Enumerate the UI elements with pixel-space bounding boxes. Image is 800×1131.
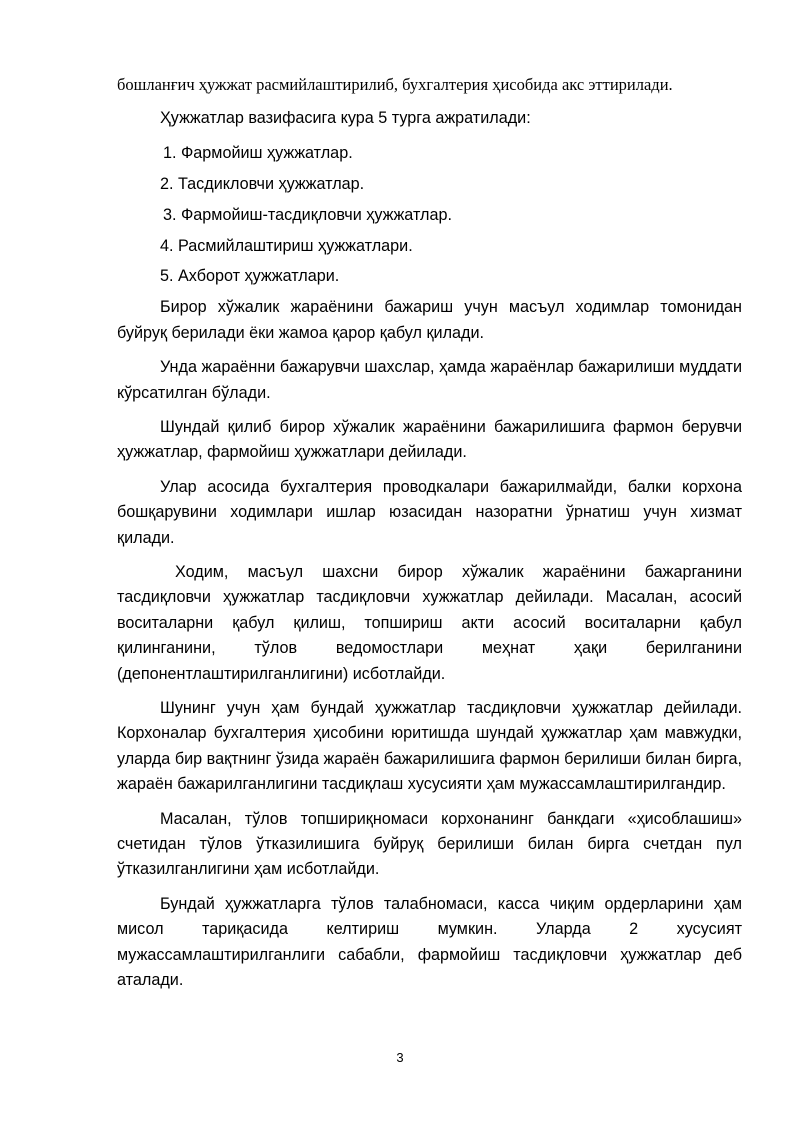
paragraph: Бирор хўжалик жараёнини бажариш учун масъул ходимлар томонидан буйруқ берилади ёки жамоа қарор қабул қилади.	[117, 298, 742, 342]
list-item: 3. Фармойиш-тасдиқловчи ҳужжатлар.	[163, 205, 452, 224]
document-page	[117, 72, 742, 1003]
list-item: 5. Ахборот ҳужжатлари.	[160, 267, 340, 286]
paragraph: Улар асосида бухгалтерия проводкалари бажарилмайди, балки корхона бошқарувини ходимлари ишлар юзасидан назоратни ўрнатиш учун хизмат қилади.	[117, 477, 742, 547]
paragraph: Масалан, тўлов топшириқномаси корхонанинг банкдаги «ҳисоблашиш» счетидан тўлов ўтказилишига буйруқ берилиши билан бирга счетдан пул ўтказилганлигини ҳам исботлайди.	[117, 809, 742, 879]
paragraph: Бундай ҳужжатларга тўлов талабномаси, касса чиқим ордерларини ҳам мисол тариқасида келтириш мумкин. Уларда 2 хусусият мужассамлаштирилганлиги сабабли, фармойиш тасдиқловчи ҳужжатлар деб аталади.	[117, 894, 742, 990]
paragraph: Ходим, масъул шахсни бирор хўжалик жараёнини бажарганини тасдиқловчи ҳужжатлар тасдиқловчи хужжатлар дейилади. Масалан, асосий воситаларни қабул қилиш, топшириш акти асосий воситаларни қабул қилинганини, тўлов ведомостлари меҳнат ҳақи берилганини (депонентлаштирилганлигини) исботлайди.	[117, 563, 742, 683]
paragraph: Шунинг учун ҳам бундай ҳужжатлар тасдиқловчи ҳужжатлар дейилади. Корхоналар бухгалтерия ҳисобини юритишда шундай ҳужжатлар ҳам мавжудки, уларда бир вақтнинг ўзида жараён бажарилишига фармон берилиши билан бирга, жараён бажарилганлигини тасдиқлаш хусусияти ҳам мужассамлаштирилгандир.	[117, 699, 742, 794]
list-item: 2. Тасдикловчи ҳужжатлар.	[160, 174, 365, 193]
list-item: 4. Расмийлаштириш ҳужжатлари.	[160, 236, 413, 255]
paragraph-document-types-intro: Ҳужжатлар вазифасига кура 5 турга ажратилади:	[160, 109, 531, 128]
document-types-list	[117, 141, 742, 290]
paragraph-continuation: бошланғич ҳужжат расмийлаштирилиб, бухгалтерия ҳисобида акс эттирилади.	[117, 75, 673, 94]
list-item: 1. Фармойиш ҳужжатлар.	[163, 143, 353, 162]
paragraph: Шундай қилиб бирор хўжалик жараёнини бажарилишига фармон берувчи ҳужжатлар, фармойиш ҳужжатлари дейилади.	[117, 417, 742, 462]
paragraph: Унда жараённи бажарувчи шахслар, ҳамда жараёнлар бажарилиши муддати кўрсатилган бўлади.	[117, 358, 742, 402]
page-number: 3	[396, 1050, 404, 1065]
